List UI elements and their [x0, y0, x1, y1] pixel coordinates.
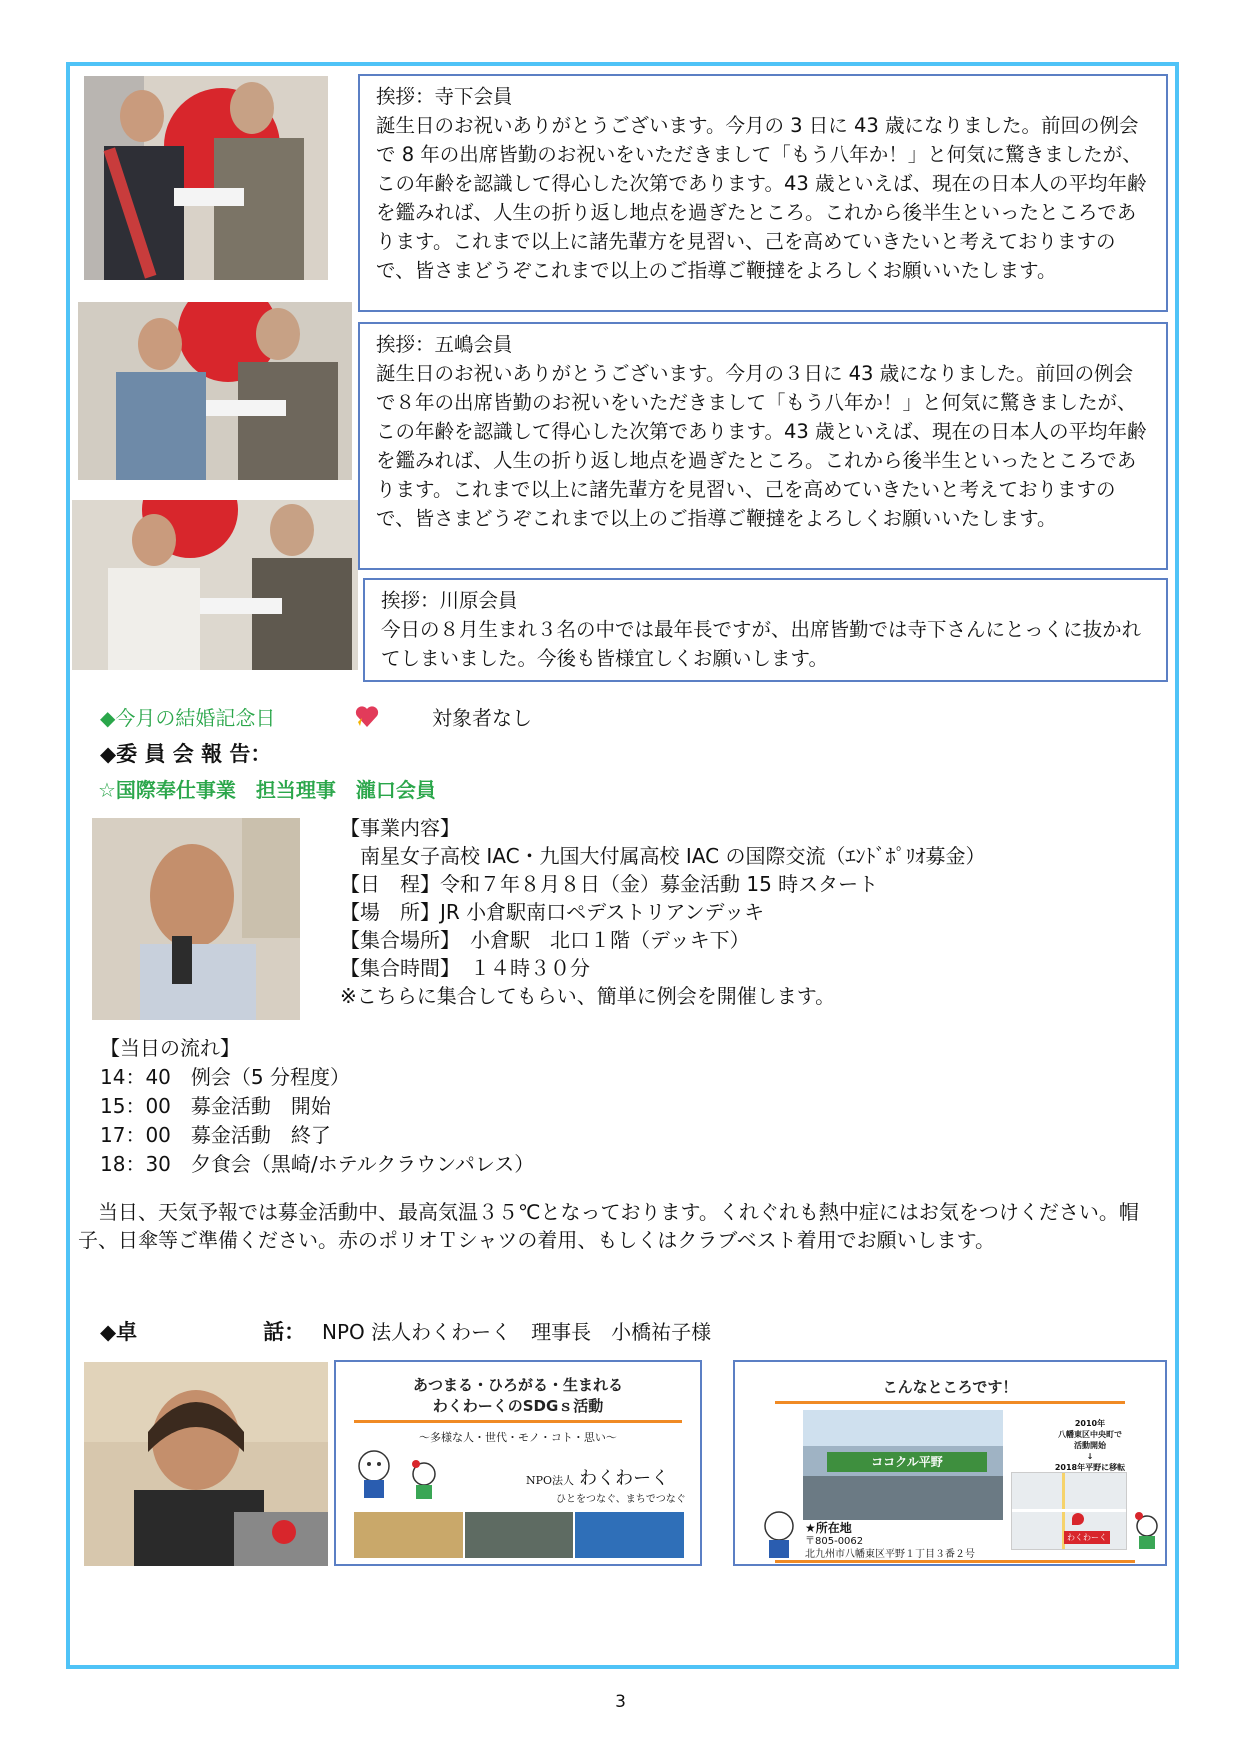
detail-line: 【事業内容】 — [340, 816, 460, 840]
slide2-title: こんなところです！ — [882, 1378, 1018, 1396]
org-prefix: NPO法人 — [526, 1474, 575, 1487]
location-label: ★所在地 — [805, 1521, 852, 1535]
history-note — [1035, 1418, 1145, 1473]
org-logo — [526, 1464, 686, 1505]
page-number: 3 — [615, 1692, 626, 1712]
photo-birthday-1 — [84, 76, 328, 280]
mascot-icon — [352, 1448, 396, 1500]
slide2-bottom-line — [775, 1560, 1135, 1563]
slide-divider — [354, 1420, 682, 1423]
anniversary-value: 対象者なし — [432, 706, 532, 730]
detail-line: 【日 程】令和７年８月８日（金）募金活動 15 時スタート — [340, 872, 879, 896]
photo-birthday-3 — [72, 500, 358, 670]
history-line: ↓ — [1086, 1452, 1094, 1461]
building-sign: ココクル平野 — [827, 1452, 987, 1472]
photo-speaker-kobashi — [84, 1362, 328, 1566]
map-image — [1011, 1472, 1127, 1550]
speech-heading: 挨拶：寺下会員 — [376, 85, 513, 108]
activity-photo — [354, 1512, 463, 1558]
org-tagline: ひとをつなぐ、まちでつなぐ — [556, 1494, 686, 1505]
slide2-divider — [775, 1401, 1125, 1404]
schedule-title: 【当日の流れ】 — [100, 1036, 240, 1060]
activity-photo — [465, 1512, 574, 1558]
detail-line: 【集合時間】 １４時３０分 — [340, 956, 590, 980]
committee-note: 当日、天気予報では募金活動中、最高気温３５℃となっております。くれぐれも熱中症にはお気をつけください。帽子、日傘等ご準備ください。赤のポリオＴシャツの着用、もしくはクラブベスト着用でお願いします。 — [78, 1200, 1139, 1252]
speaker-label: ◆卓 話： — [100, 1320, 306, 1344]
photo-birthday-2 — [78, 302, 352, 480]
slide-location — [733, 1360, 1167, 1566]
speaker-value: NPO 法人わくわーく 理事長 小橋祐子様 — [322, 1320, 712, 1344]
heart-icon — [354, 704, 380, 730]
committee-heading: ◆委 員 会 報 告： — [100, 742, 272, 766]
history-line: 2010年 — [1074, 1419, 1106, 1428]
speech-box-terashita — [358, 74, 1168, 312]
detail-line: 【場 所】JR 小倉駅南口ペデストリアンデッキ — [340, 900, 765, 924]
slide-subtitle: ～多様な人・世代・モノ・コト・思い～ — [419, 1431, 617, 1444]
schedule-item: 18：30 夕食会（黒崎/ホテルクラウンパレス） — [100, 1152, 535, 1176]
detail-line: 【集合場所】 小倉駅 北口１階（デッキ下） — [340, 928, 750, 952]
address-block — [805, 1522, 975, 1561]
speech-heading: 挨拶：川原会員 — [381, 589, 518, 612]
schedule-item: 17：00 募金活動 終了 — [100, 1123, 331, 1147]
history-line: 2018年平野に移転 — [1054, 1463, 1126, 1472]
history-line: 活動開始 — [1074, 1441, 1106, 1450]
slide-title-line2: わくわーくのSDGｓ活動 — [432, 1397, 604, 1415]
building-photo — [803, 1410, 1003, 1520]
mascot-icon — [759, 1510, 799, 1560]
activity-photos — [354, 1512, 684, 1558]
speech-body: 誕生日のお祝いありがとうございます。今月の３日に 43 歳になりました。前回の例会で８年の出席皆勤のお祝いをいただきまして「もう八年か！」と何気に驚きましたが、この年齢を認識して得心した次第であります。43 歳といえば、現在の日本人の平均年齢を鑑みれば、人生の折り返し地点を過ぎたところ。これから後半生といったところであります。これまで以上に諸先輩方を見習い、己を高めていきたいと考えておりますので、皆さまどうぞこれまで以上のご指導ご鞭撻をよろしくお願いいたします。 — [376, 362, 1147, 530]
history-line: 八幡東区中央町で — [1058, 1430, 1122, 1439]
mascot-icon — [1131, 1512, 1163, 1550]
speech-body: 今日の８月生まれ３名の中では最年長ですが、出席皆勤では寺下さんにとっくに抜かれてしまいました。今後も皆様宜しくお願いします。 — [381, 618, 1142, 670]
speech-heading: 挨拶：五嶋会員 — [376, 333, 513, 356]
slide-sdgs — [334, 1360, 702, 1566]
schedule-item: 14：40 例会（5 分程度） — [100, 1065, 350, 1089]
activity-photo — [575, 1512, 684, 1558]
speech-box-goshima — [358, 322, 1168, 570]
detail-line: 南星女子高校 IAC・九国大付属高校 IAC の国際交流（ｴﾝﾄﾞﾎﾟﾘｵ募金） — [340, 844, 986, 868]
detail-line: ※こちらに集合してもらい、簡単に例会を開催します。 — [340, 984, 836, 1008]
address: 北九州市八幡東区平野１丁目３番２号 — [805, 1549, 975, 1560]
schedule-item: 15：00 募金活動 開始 — [100, 1094, 331, 1118]
committee-subheading: ☆国際奉仕事業 担当理事 瀧口会員 — [98, 778, 436, 802]
map-tag: わくわーく — [1064, 1531, 1110, 1544]
speech-body: 誕生日のお祝いありがとうございます。今月の 3 日に 43 歳になりました。前回の例会で 8 年の出席皆勤のお祝いをいただきまして「もう八年か！」と何気に驚きましたが、この年齢を認識して得心した次第であります。43 歳といえば、現在の日本人の平均年齢を鑑みれば、人生の折り返し地点を過ぎたところ。これから後半生といったところであります。これまで以上に諸先輩方を見習い、己を高めていきたいと考えておりますので、皆さまどうぞこれまで以上のご指導ご鞭撻をよろしくお願いいたします。 — [376, 114, 1147, 282]
mascot-icon — [406, 1460, 442, 1500]
postal-code: 〒805-0062 — [805, 1536, 864, 1547]
anniversary-label: ◆今月の結婚記念日 — [100, 706, 276, 730]
photo-speaker-takiguchi — [92, 818, 300, 1020]
org-name: わくわーく — [579, 1468, 670, 1489]
speech-box-kawahara — [363, 578, 1168, 682]
slide-title-line1: あつまる・ひろがる・生まれる — [412, 1376, 623, 1394]
